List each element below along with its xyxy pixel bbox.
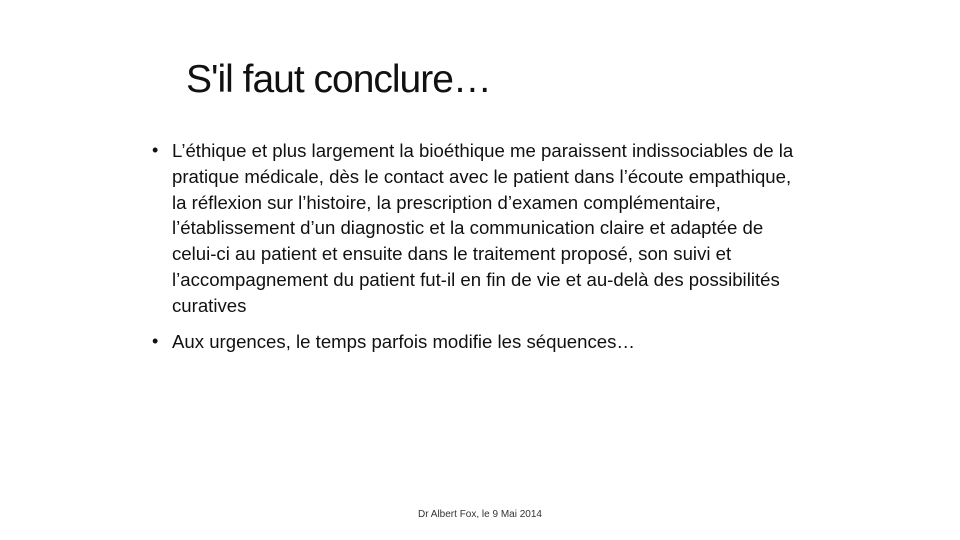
slide-title: S'il faut conclure… [186,58,491,101]
bullet-marker: • [152,140,159,160]
bullet-marker: • [152,330,159,351]
bullet-text: L’éthique et plus largement la bioéthique me paraissent indissociables de la pratique médicale, dès le contact avec le patient dans l’écoute empathique, la réflexion sur l’histoire, la prescription d’examen complémentaire, l’établissement d’un diagnostic et la communication claire et adaptée de celui-ci au patient et ensuite dans le traitement proposé, son suivi et l’accompagnement du patient fut-il en fin de vie et au-delà des possibilités curatives [172,140,794,316]
bullet-item-ethics [152,138,802,319]
bullet-list [152,138,802,364]
bullet-item-urgences [152,329,802,355]
footer-text: Dr Albert Fox, le 9 Mai 2014 [418,509,542,520]
bullet-text: Aux urgences, le temps parfois modifie les séquences… [172,330,636,352]
